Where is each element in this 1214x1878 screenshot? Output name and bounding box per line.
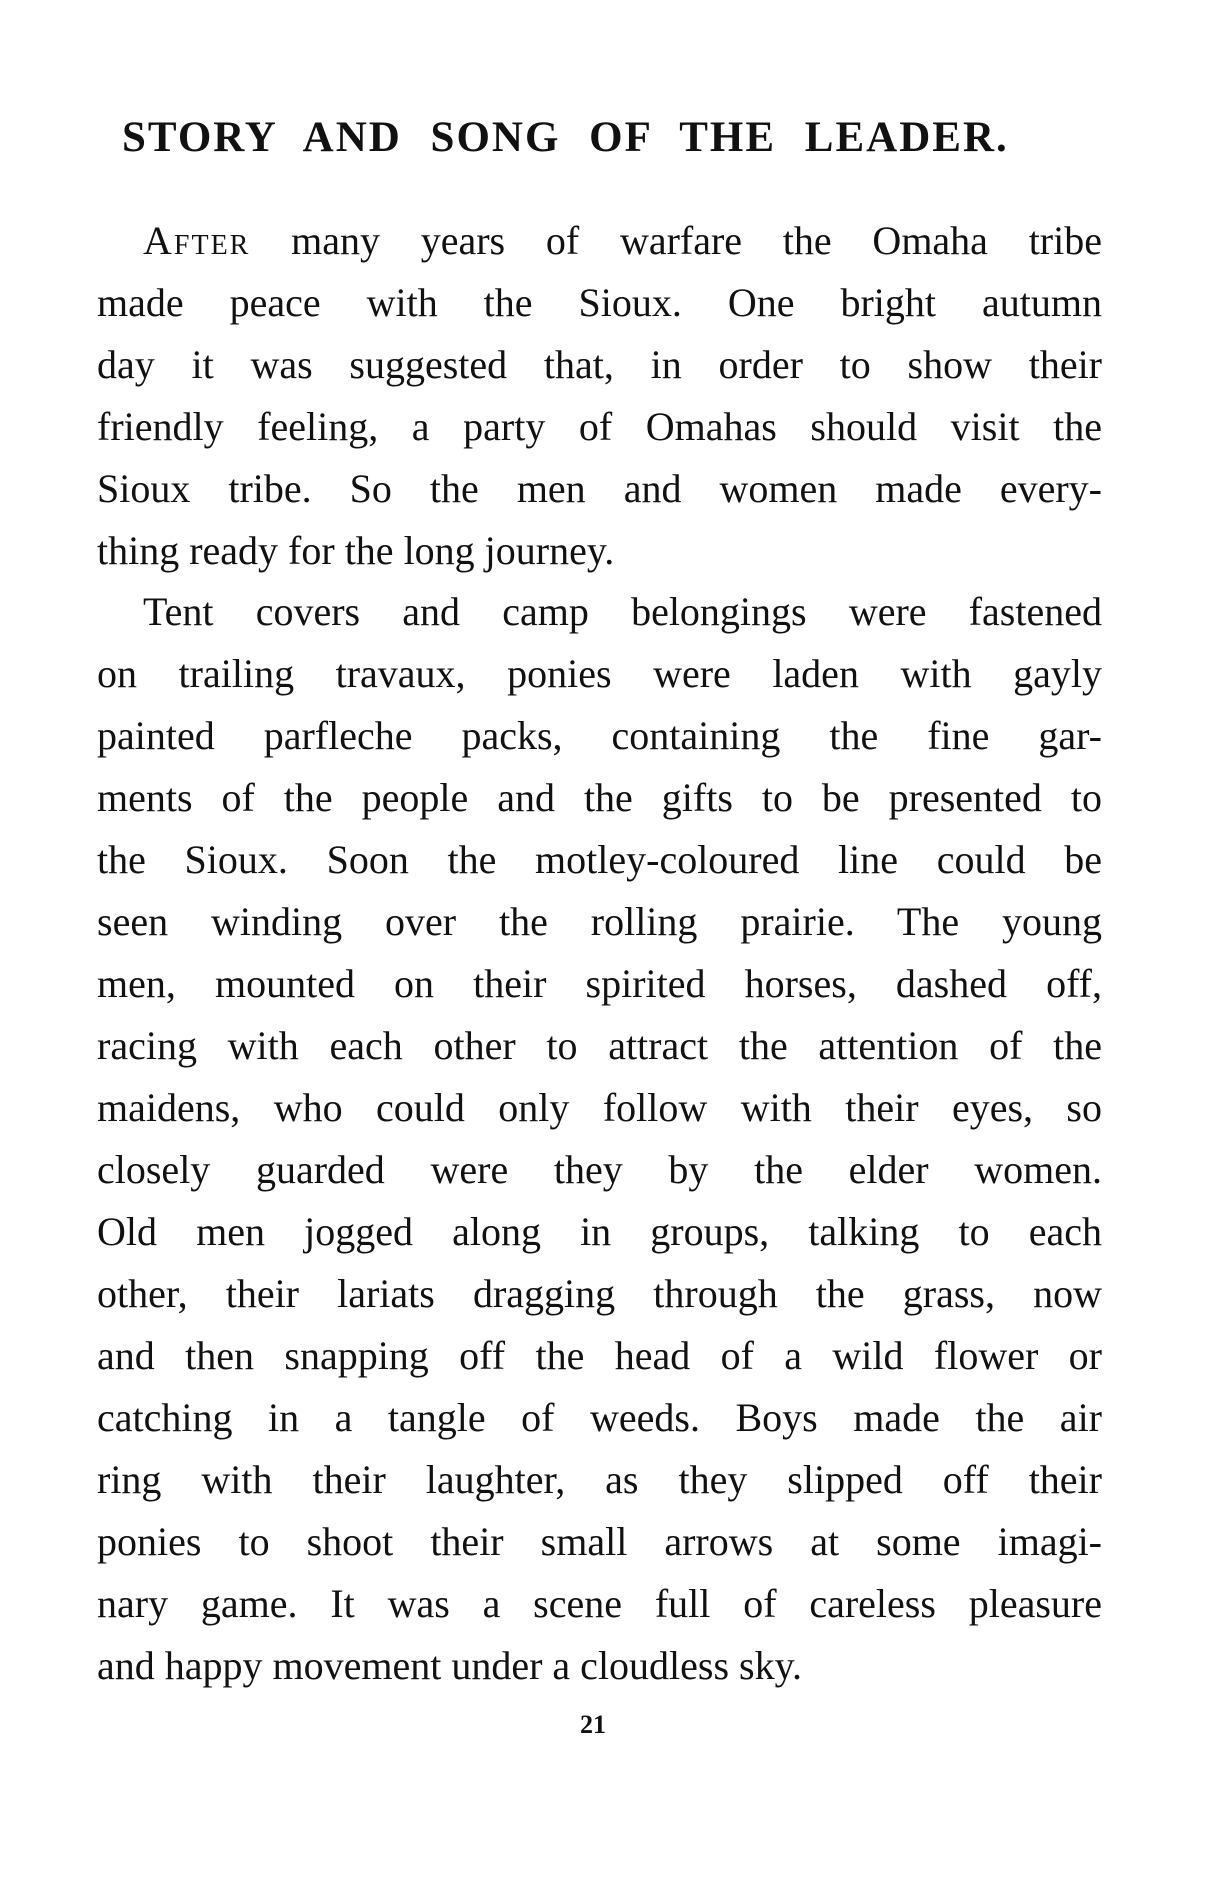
- page-title: STORY AND SONG OF THE LEADER.: [122, 114, 1009, 161]
- paragraph-1: [97, 210, 1102, 582]
- paragraph-line: Tent covers and camp belongings were fastened: [143, 589, 1102, 634]
- line-text: many years of warfare the Omaha tribe: [250, 218, 1102, 263]
- paragraph-line: painted parfleche packs, containing the fine gar-: [97, 713, 1102, 758]
- paragraph-line: men, mounted on their spirited horses, dashed off,: [97, 961, 1102, 1006]
- paragraph-line: Sioux tribe. So the men and women made every-: [97, 466, 1102, 511]
- paragraph-line: ring with their laughter, as they slipped off their: [97, 1457, 1102, 1502]
- paragraph-line: [97, 210, 1102, 272]
- paragraph-line: seen winding over the rolling prairie. The young: [97, 899, 1102, 944]
- paragraph-line: ments of the people and the gifts to be presented to: [97, 775, 1102, 820]
- paragraph-line: and happy movement under a cloudless sky.: [97, 1643, 803, 1688]
- paragraph-line: racing with each other to attract the attention of the: [97, 1023, 1102, 1068]
- paragraph-line: catching in a tangle of weeds. Boys made the air: [97, 1395, 1102, 1440]
- paragraph-line: ponies to shoot their small arrows at some imagi-: [97, 1519, 1102, 1564]
- paragraph-line: closely guarded were they by the elder women.: [97, 1147, 1102, 1192]
- paragraph-line: the Sioux. Soon the motley-coloured line could be: [97, 837, 1102, 882]
- paragraph-line: other, their lariats dragging through the grass, now: [97, 1271, 1102, 1316]
- paragraph-line: day it was suggested that, in order to show their: [97, 342, 1102, 387]
- paragraph-line: friendly feeling, a party of Omahas should visit the: [97, 404, 1102, 449]
- paragraph-line: maidens, who could only follow with their eyes, so: [97, 1085, 1102, 1130]
- paragraph-line: thing ready for the long journey.: [97, 528, 615, 573]
- paragraph-line: made peace with the Sioux. One bright autumn: [97, 280, 1102, 325]
- paragraph-2: [97, 581, 1102, 1697]
- paragraph-line: and then snapping off the head of a wild flower or: [97, 1333, 1102, 1378]
- paragraph-line: on trailing travaux, ponies were laden with gayly: [97, 651, 1102, 696]
- lead-word: After: [143, 218, 251, 263]
- paragraph-line: nary game. It was a scene full of careless pleasure: [97, 1581, 1102, 1626]
- paragraph-line: Old men jogged along in groups, talking to each: [97, 1209, 1102, 1254]
- page-number: 21: [580, 1710, 606, 1739]
